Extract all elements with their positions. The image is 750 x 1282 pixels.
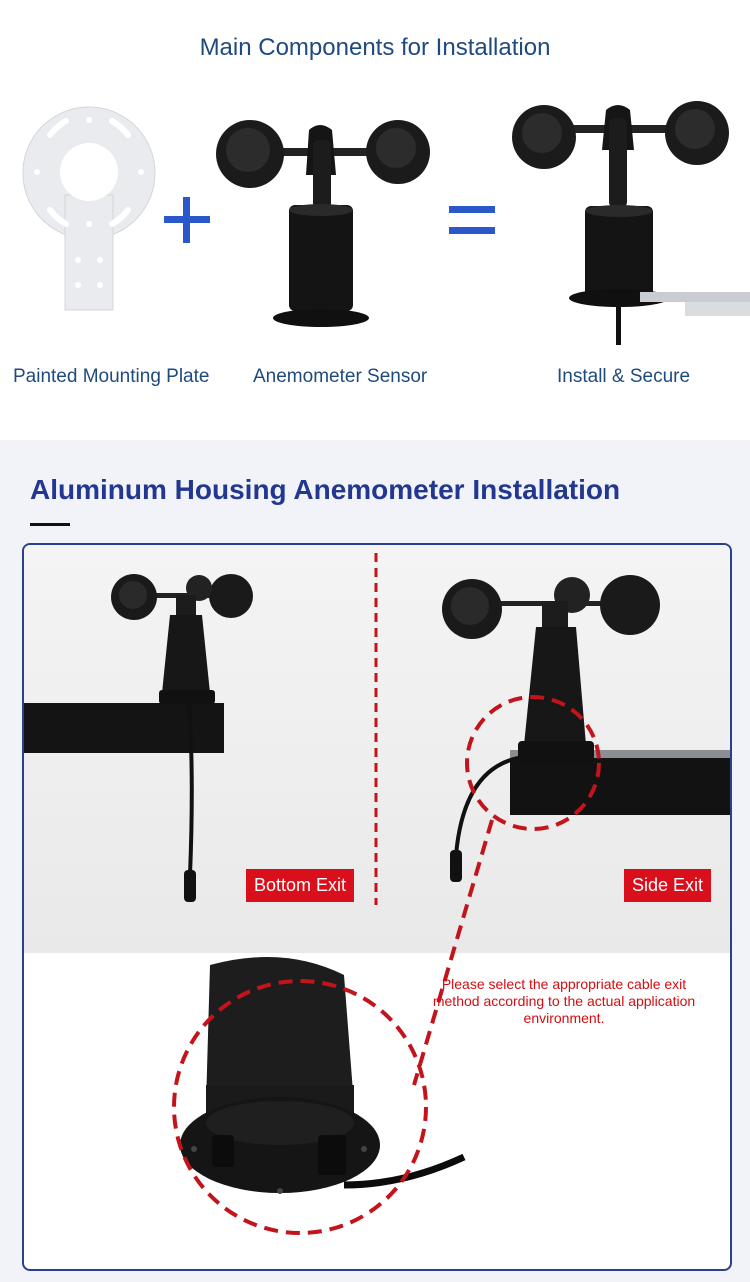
anemometer-sensor-icon <box>216 120 430 327</box>
components-section <box>0 0 750 440</box>
components-title: Main Components for Installation <box>199 34 551 61</box>
side-exit-anemometer-icon <box>442 575 730 882</box>
installation-illustration <box>24 545 730 1269</box>
bottom-exit-anemometer-icon <box>24 574 253 902</box>
installation-title: Aluminum Housing Anemometer Installation <box>30 474 621 505</box>
mounting-plate-label: Painted Mounting Plate <box>13 366 210 387</box>
mounting-plate-icon <box>23 107 155 310</box>
side-exit-tag: Side Exit <box>624 869 711 902</box>
title-underline <box>30 523 70 526</box>
installation-frame <box>22 543 732 1271</box>
bottom-exit-tag: Bottom Exit <box>246 869 354 902</box>
plus-icon <box>164 197 210 243</box>
anemometer-sensor-label: Anemometer Sensor <box>253 366 428 387</box>
install-secure-label: Install & Secure <box>557 366 691 387</box>
equals-icon <box>449 206 495 234</box>
cable-exit-note: Please select the appropriate cable exit method according to the actual application environment. <box>432 976 696 1026</box>
installed-anemometer-icon <box>512 101 750 345</box>
